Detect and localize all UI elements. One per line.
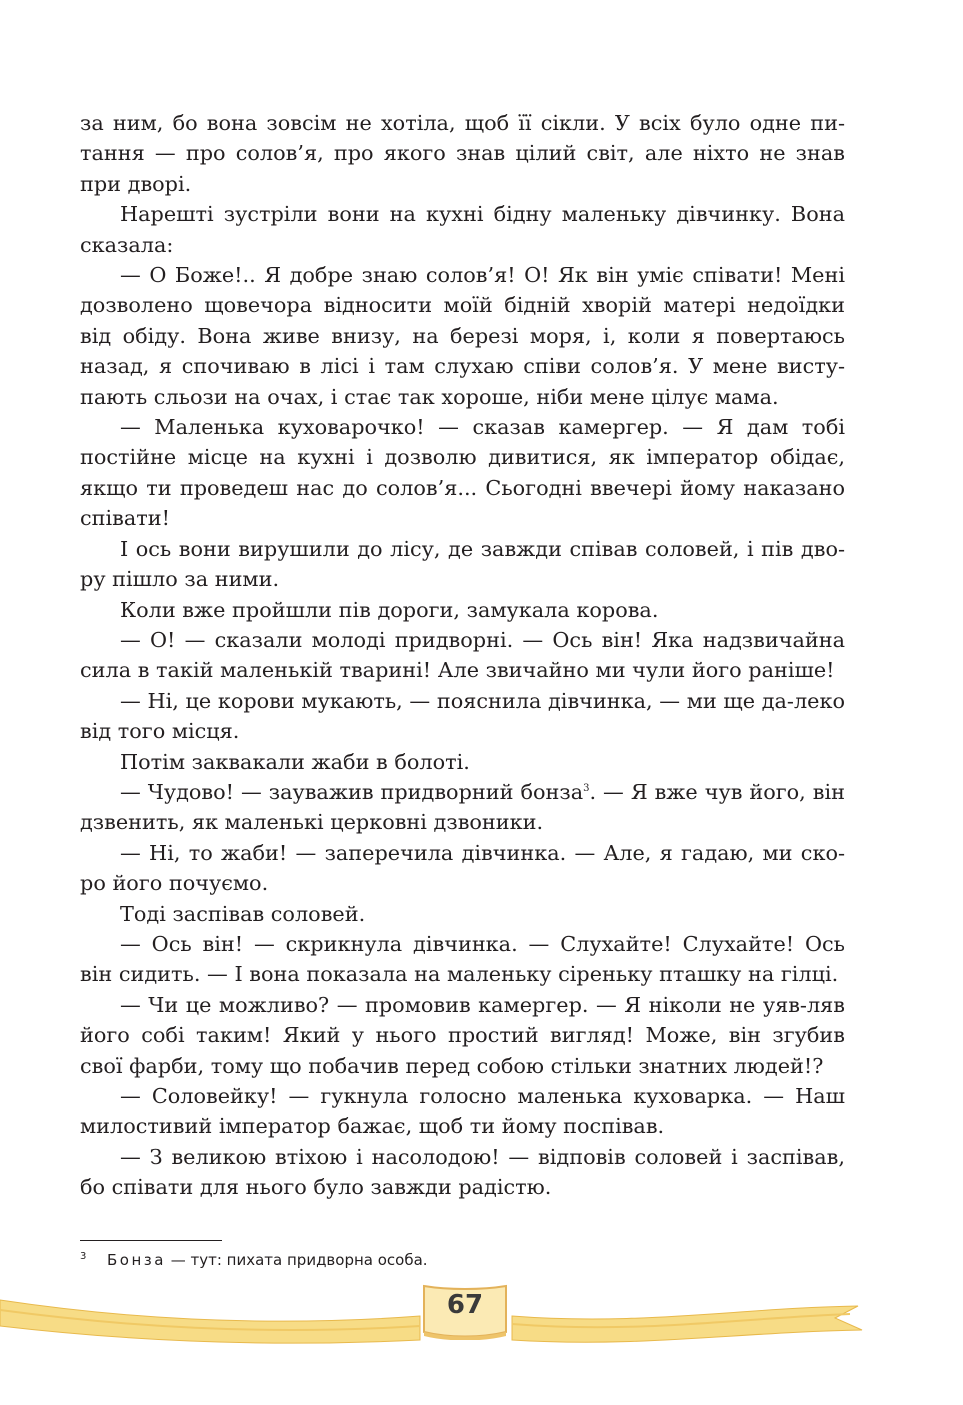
ribbon-left xyxy=(0,1300,420,1343)
footnote-definition: — тут: пихата придворна особа. xyxy=(165,1251,428,1269)
paragraph-6: Коли вже пройшли пів дороги, замукала корова. xyxy=(120,597,659,622)
footnote-divider xyxy=(80,1240,222,1241)
footnote-number: 3 xyxy=(80,1251,87,1262)
paragraph-10-text: — Чудово! — зауважив придворний бонза xyxy=(120,779,584,804)
page-number: 67 xyxy=(446,1290,484,1320)
paragraph-5: І ось вони вирушили до лісу, де завжди співав соловей, і пів дво-ру пішло за ними. xyxy=(80,536,845,592)
paragraph-9: Потім заквакали жаби в болоті. xyxy=(120,749,470,774)
paragraph-14: — Чи це можливо? — промовив камергер. — Я ніколи не уяв-ляв його собі таким! Який у нього простий вигляд! Може, він згубив свої фарби, тому що побачив перед собою стільки знатних людей!? xyxy=(80,992,845,1078)
paragraph-7: — О! — сказали молоді придворні. — Ось він! Яка надзвичайна сила в такій маленькій тварині! Але звичайно ми чули його раніше! xyxy=(80,627,845,683)
paragraph-10-continuation: . — Я вже чув його, він дзвенить, як маленькі церковні дзвоники. xyxy=(80,779,845,835)
paragraph-12: Тоді заспівав соловей. xyxy=(120,901,366,926)
paragraph-2: Нарешті зустріли вони на кухні бідну маленьку дівчинку. Вона сказала: xyxy=(80,202,845,257)
paragraph-16: — З великою втіхою і насолодою! — відповів соловей і заспівав, бо співати для нього було завжди радістю. xyxy=(80,1144,845,1200)
paragraph-11: — Ні, то жаби! — заперечила дівчинка. — Але, я гадаю, ми ско-ро його почуємо. xyxy=(80,840,845,896)
footnote xyxy=(80,1247,860,1270)
paragraph-13: — Ось він! — скрикнула дівчинка. — Слухайте! Слухайте! Ось він сидить. — І вона показала на маленьку сіреньку пташку на гілці. xyxy=(80,931,845,987)
paragraph-3: — О Боже!.. Я добре знаю солов’я! О! Як він уміє співати! Мені дозволено щовечора відносити моїй бідній хворій матері недоїдки від обіду. Вона живе внизу, на березі моря, і, коли я повертаюсь назад, я спочиваю в лісі і там слухаю співи солов’я. У мене висту-пають сльози на очах, і стає так хороше, ніби мене цілує мама. xyxy=(80,263,845,409)
paragraph-15: — Соловейку! — гукнула голосно маленька куховарка. — Наш милостивий імператор бажає, щоб ти йому поспівав. xyxy=(80,1084,845,1139)
paragraph-4: — Маленька куховарочко! — сказав камергер. — Я дам тобі постійне місце на кухні і дозволю дивитися, як імператор обідає, якщо ти проведеш нас до солов’я... Сьогодні ввечері йому наказано співати! xyxy=(80,415,845,531)
paragraph-8: — Ні, це корови мукають, — пояснила дівчинка, — ми ще да-леко від того місця. xyxy=(80,688,845,744)
paragraph-1: за ним, бо вона зовсім не хотіла, щоб її сікли. У всіх було одне пи-тання — про солов’я, про якого знав цілий світ, але ніхто не знав при дворі. xyxy=(80,111,845,196)
footnote-term: Бонза xyxy=(107,1251,166,1269)
footnote-reference: 3 xyxy=(583,782,590,794)
paragraph-10 xyxy=(80,777,845,838)
body-text xyxy=(80,108,845,1203)
